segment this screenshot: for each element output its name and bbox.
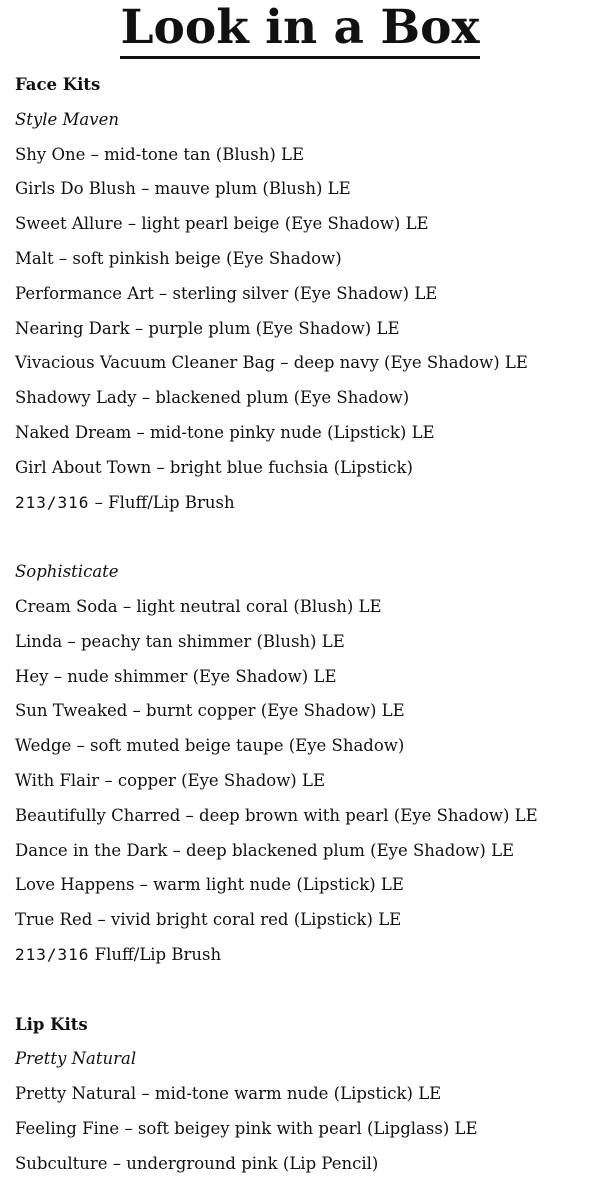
kit-name-pretty-natural: Pretty Natural [15, 1049, 137, 1069]
list-item: Wedge – soft muted beige taupe (Eye Shadow) [15, 736, 405, 756]
list-item: Linda – peachy tan shimmer (Blush) LE [15, 631, 345, 651]
list-item: True Red – vivid bright coral red (Lipstick) LE [15, 910, 402, 930]
list-item: Subculture – underground pink (Lip Pencil) [15, 1153, 379, 1173]
brush-description: – Fluff/Lip Brush [89, 492, 235, 512]
list-item: Hey – nude shimmer (Eye Shadow) LE [15, 666, 337, 686]
list-item: Pretty Natural – mid-tone warm nude (Lipstick) LE [15, 1084, 442, 1104]
spacer [15, 520, 595, 555]
list-item: Naked Dream – mid-tone pinky nude (Lipstick) LE [15, 422, 435, 442]
list-item: Dance in the Dark – deep blackened plum (Eye Shadow) LE [15, 840, 515, 860]
list-item: Sweet Allure – light pearl beige (Eye Shadow) LE [15, 214, 429, 234]
list-item: With Flair – copper (Eye Shadow) LE [15, 770, 325, 790]
list-item: Nearing Dark – purple plum (Eye Shadow) LE [15, 318, 400, 338]
list-item: Girls Do Blush – mauve plum (Blush) LE [15, 179, 351, 199]
brush-description: Fluff/Lip Brush [89, 944, 222, 964]
list-item: Performance Art – sterling silver (Eye Shadow) LE [15, 283, 438, 303]
kit-name-sophisticate: Sophisticate [15, 562, 119, 582]
product-list [15, 68, 595, 1182]
list-item: Love Happens – warm light nude (Lipstick) LE [15, 875, 404, 895]
list-item: Malt – soft pinkish beige (Eye Shadow) [15, 248, 342, 268]
list-item: Sun Tweaked – burnt copper (Eye Shadow) LE [15, 701, 405, 721]
spacer [15, 973, 595, 1008]
list-item: Vivacious Vacuum Cleaner Bag – deep navy (Eye Shadow) LE [15, 353, 528, 373]
kit-name-style-maven: Style Maven [15, 109, 119, 129]
brush-line-style-maven [15, 486, 595, 521]
brush-number: 213/316 [15, 492, 90, 512]
section-heading-lip-kits: Lip Kits [15, 1014, 88, 1034]
list-item: Cream Soda – light neutral coral (Blush) LE [15, 596, 382, 616]
brush-line-sophisticate [15, 938, 595, 973]
page-title: Look in a Box [120, 0, 481, 59]
list-item: Feeling Fine – soft beigey pink with pearl (Lipglass) LE [15, 1118, 478, 1138]
list-item: Shadowy Lady – blackened plum (Eye Shadow) [15, 388, 410, 408]
section-heading-face-kits: Face Kits [15, 75, 101, 94]
list-item: Girl About Town – bright blue fuchsia (Lipstick) [15, 457, 413, 477]
title-container [0, 0, 600, 62]
brush-number: 213/316 [15, 944, 90, 964]
list-item: Shy One – mid-tone tan (Blush) LE [15, 144, 304, 164]
list-item: Beautifully Charred – deep brown with pearl (Eye Shadow) LE [15, 805, 538, 825]
